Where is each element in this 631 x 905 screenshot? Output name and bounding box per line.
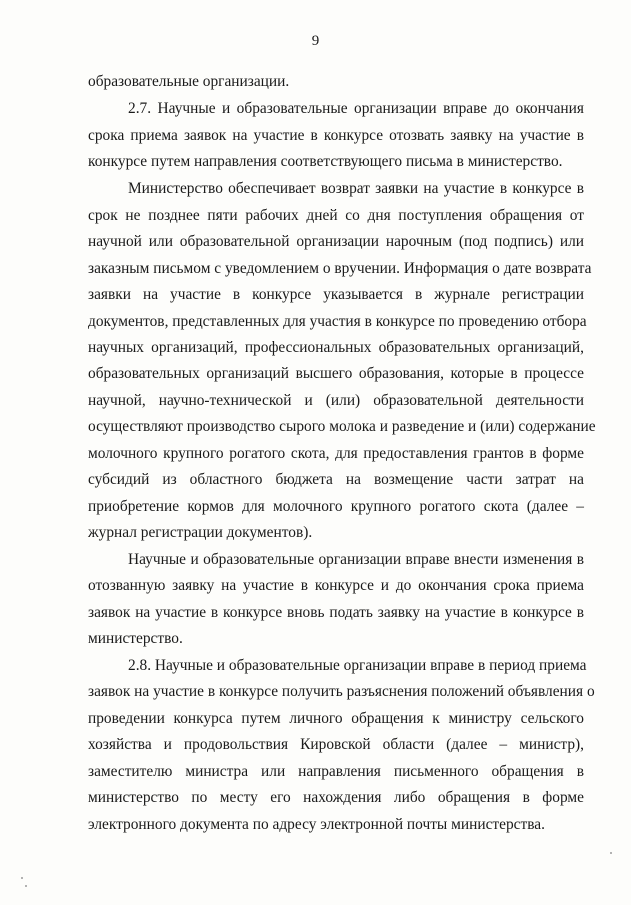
text-line: проведении конкурса путем личного обращения к министру сельского bbox=[88, 710, 584, 727]
text-line: министерство по месту его нахождения либо обращения в форме bbox=[88, 789, 584, 806]
text-line: Научные и образовательные организации вправе внести изменения в bbox=[128, 551, 584, 568]
text-line: заявок на участие в конкурсе вновь подать заявку на участие в конкурсе в bbox=[88, 604, 584, 621]
text-line: научной, научно-технической и (или) образовательной деятельности bbox=[88, 392, 584, 409]
page-number: 9 bbox=[311, 33, 320, 49]
text-line: приобретение кормов для молочного крупного рогатого скота (далее – bbox=[88, 498, 584, 515]
text-line: журнал регистрации документов). bbox=[88, 524, 313, 541]
text-line: 2.7. Научные и образовательные организации вправе до окончания bbox=[128, 100, 584, 117]
text-line: образовательных организаций высшего образования, которые в процессе bbox=[88, 365, 584, 382]
text-line: образовательные организации. bbox=[88, 73, 290, 90]
text-line: министерство. bbox=[88, 630, 183, 647]
scan-speck bbox=[25, 885, 27, 887]
text-line: научной или образовательной организации нарочным (под подпись) или bbox=[88, 233, 584, 250]
text-line: срока приема заявок на участие в конкурсе отозвать заявку на участие в bbox=[88, 127, 584, 144]
text-line: заместителю министра или направления письменного обращения в bbox=[88, 763, 584, 780]
text-line: Министерство обеспечивает возврат заявки на участие в конкурсе в bbox=[128, 180, 584, 197]
scan-speck bbox=[610, 852, 612, 854]
text-line: хозяйства и продовольствия Кировской области (далее – министр), bbox=[88, 736, 584, 753]
text-line: заказным письмом с уведомлением о вручении. Информация о дате возврата bbox=[88, 260, 592, 277]
text-line: заявок на участие в конкурсе получить разъяснения положений объявления о bbox=[88, 683, 595, 700]
text-line: конкурсе путем направления соответствующего письма в министерство. bbox=[88, 153, 563, 170]
text-line: отозванную заявку на участие в конкурсе и до окончания срока приема bbox=[88, 577, 584, 594]
text-line: молочного крупного рогатого скота, для предоставления грантов в форме bbox=[88, 445, 584, 462]
text-line: заявки на участие в конкурсе указывается в журнале регистрации bbox=[88, 286, 584, 303]
text-line: субсидий из областного бюджета на возмещение части затрат на bbox=[88, 471, 584, 488]
text-line: осуществляют производство сырого молока и разведение и (или) содержание bbox=[88, 418, 596, 435]
text-line: электронного документа по адресу электронной почты министерства. bbox=[88, 816, 545, 833]
text-line: научных организаций, профессиональных образовательных организаций, bbox=[88, 339, 584, 356]
scan-speck bbox=[21, 877, 23, 879]
text-line: 2.8. Научные и образовательные организации вправе в период приема bbox=[128, 657, 587, 674]
text-line: срок не позднее пяти рабочих дней со дня поступления обращения от bbox=[88, 207, 584, 224]
text-line: документов, представленных для участия в конкурсе по проведению отбора bbox=[88, 313, 587, 330]
